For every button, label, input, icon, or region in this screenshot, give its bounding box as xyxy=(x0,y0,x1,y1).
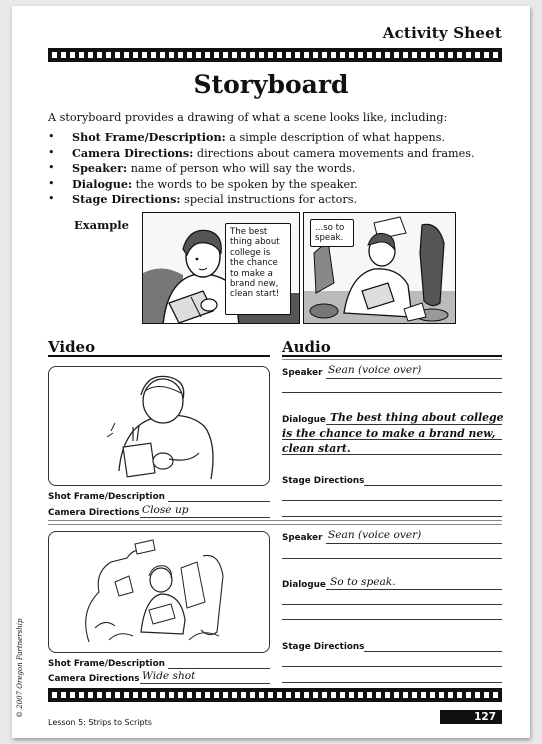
shot-frame-label: Shot Frame/Description xyxy=(48,659,165,669)
speech-bubble: ...so to speak. xyxy=(310,219,354,247)
camera-directions-value[interactable]: Wide shot xyxy=(142,670,196,682)
video-frame-2[interactable] xyxy=(48,531,270,653)
header-title: Activity Sheet xyxy=(382,24,502,42)
video-frame-1[interactable] xyxy=(48,366,270,486)
speaker-value[interactable]: Sean (voice over) xyxy=(328,364,422,376)
speaker-value[interactable]: Sean (voice over) xyxy=(328,529,422,541)
list-item: • Camera Directions: directions about camera movements and frames. xyxy=(48,146,475,162)
wide-shot-sketch xyxy=(49,532,271,654)
lesson-footer: Lesson 5: Strips to Scripts xyxy=(48,718,152,727)
dialogue-value[interactable]: So to speak. xyxy=(330,576,396,588)
stage-directions-label: Stage Directions xyxy=(282,642,365,652)
audio-column-header: Audio xyxy=(282,338,331,356)
close-up-sketch xyxy=(49,367,271,487)
example-panel-1 xyxy=(142,212,300,324)
list-item: • Dialogue: the words to be spoken by the speaker. xyxy=(48,177,475,193)
video-column-header: Video xyxy=(48,338,96,356)
camera-directions-label: Camera Directions xyxy=(48,508,140,518)
camera-directions-value[interactable]: Close up xyxy=(142,504,189,516)
list-item: • Speaker: name of person who will say the words. xyxy=(48,161,475,177)
dialogue-value[interactable]: The best thing about college is the chance to make a brand new, clean start. xyxy=(282,411,504,455)
speech-bubble: The best thing about college is the chance to make a brand new, clean start! xyxy=(225,223,291,315)
filmstrip-top xyxy=(48,48,502,62)
copyright-notice: © 2007 Oregon Partnership xyxy=(16,618,24,718)
stage-directions-label: Stage Directions xyxy=(282,476,365,486)
list-item: • Shot Frame/Description: a simple description of what happens. xyxy=(48,130,475,146)
intro-text: A storyboard provides a drawing of what a scene looks like, including: xyxy=(48,111,448,124)
shot-frame-label: Shot Frame/Description xyxy=(48,492,165,502)
speaker-label: Speaker xyxy=(282,533,323,543)
activity-sheet-page xyxy=(12,6,530,738)
filmstrip-bottom xyxy=(48,688,502,702)
page-title: Storyboard xyxy=(193,70,349,99)
example-label: Example xyxy=(74,218,129,232)
page-number: 127 xyxy=(440,710,502,724)
list-item: • Stage Directions: special instructions for actors. xyxy=(48,192,475,208)
dialogue-label: Dialogue xyxy=(282,580,326,590)
speaker-label: Speaker xyxy=(282,368,323,378)
dialogue-label: Dialogue xyxy=(282,415,326,425)
definition-list xyxy=(48,130,475,208)
example-panel-2 xyxy=(303,212,456,324)
camera-directions-label: Camera Directions xyxy=(48,674,140,684)
